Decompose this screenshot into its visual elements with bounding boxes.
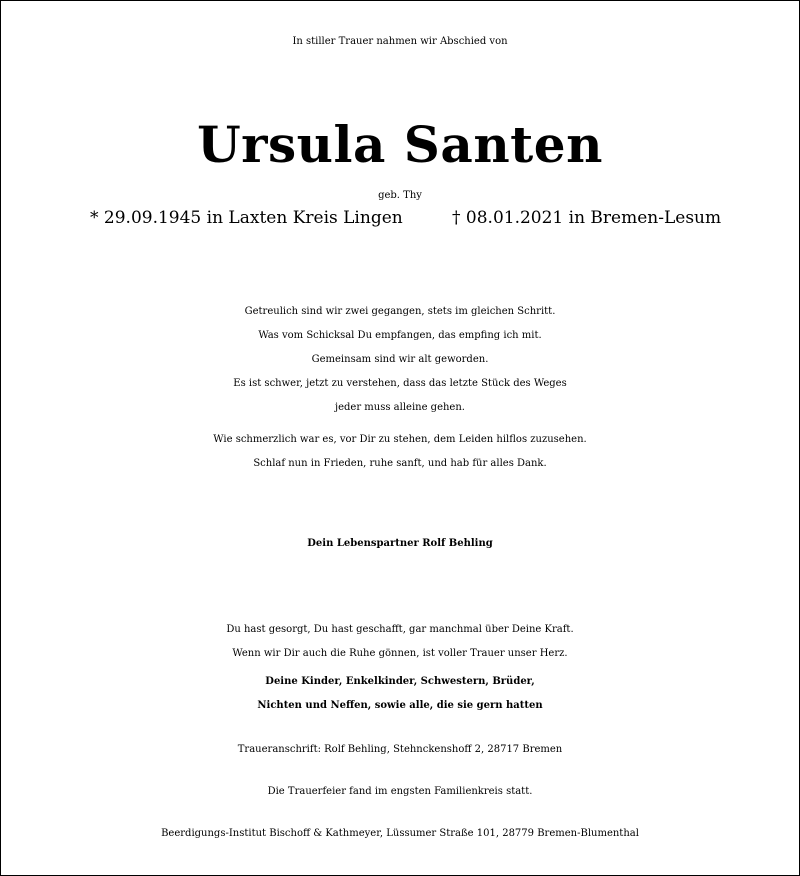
birth-date: * 29.09.1945 in Laxten Kreis Lingen [90,208,403,228]
poem-line: Es ist schwer, jetzt zu verstehen, dass das letzte Stück des Weges [233,378,567,389]
poem2-line: Wenn wir Dir auch die Ruhe gönnen, ist voller Trauer unser Herz. [232,648,568,659]
poem-line: Was vom Schicksal Du empfangen, das empfing ich mit. [258,330,542,341]
intro-text: In stiller Trauer nahmen wir Abschied von [292,36,508,47]
death-date: † 08.01.2021 in Bremen-Lesum [452,208,722,228]
poem-line: Schlaf nun in Frieden, ruhe sanft, und hab für alles Dank. [253,458,547,469]
deceased-name: Ursula Santen [197,115,603,174]
poem-line: Gemeinsam sind wir alt geworden. [311,354,489,365]
family-signature: Deine Kinder, Enkelkinder, Schwestern, Brüder, [265,676,535,687]
poem-line: Getreulich sind wir zwei gegangen, stets im gleichen Schritt. [244,306,556,317]
poem2-line: Du hast gesorgt, Du hast geschafft, gar manchmal über Deine Kraft. [226,624,574,635]
poem-line: Wie schmerzlich war es, vor Dir zu stehen, dem Leiden hilflos zuzusehen. [213,434,587,445]
mourning-address: Traueranschrift: Rolf Behling, Stehnckenshoff 2, 28717 Bremen [237,744,563,755]
family-signature: Nichten und Neffen, sowie alle, die sie gern hatten [257,700,543,711]
maiden-name: geb. Thy [378,190,422,201]
ceremony-note: Die Trauerfeier fand im engsten Familienkreis statt. [267,786,533,797]
funeral-home: Beerdigungs-Institut Bischoff & Kathmeyer, Lüssumer Straße 101, 28779 Bremen-Blumenthal [161,828,639,839]
poem-line: jeder muss alleine gehen. [335,402,465,413]
partner-signature: Dein Lebenspartner Rolf Behling [307,538,493,549]
